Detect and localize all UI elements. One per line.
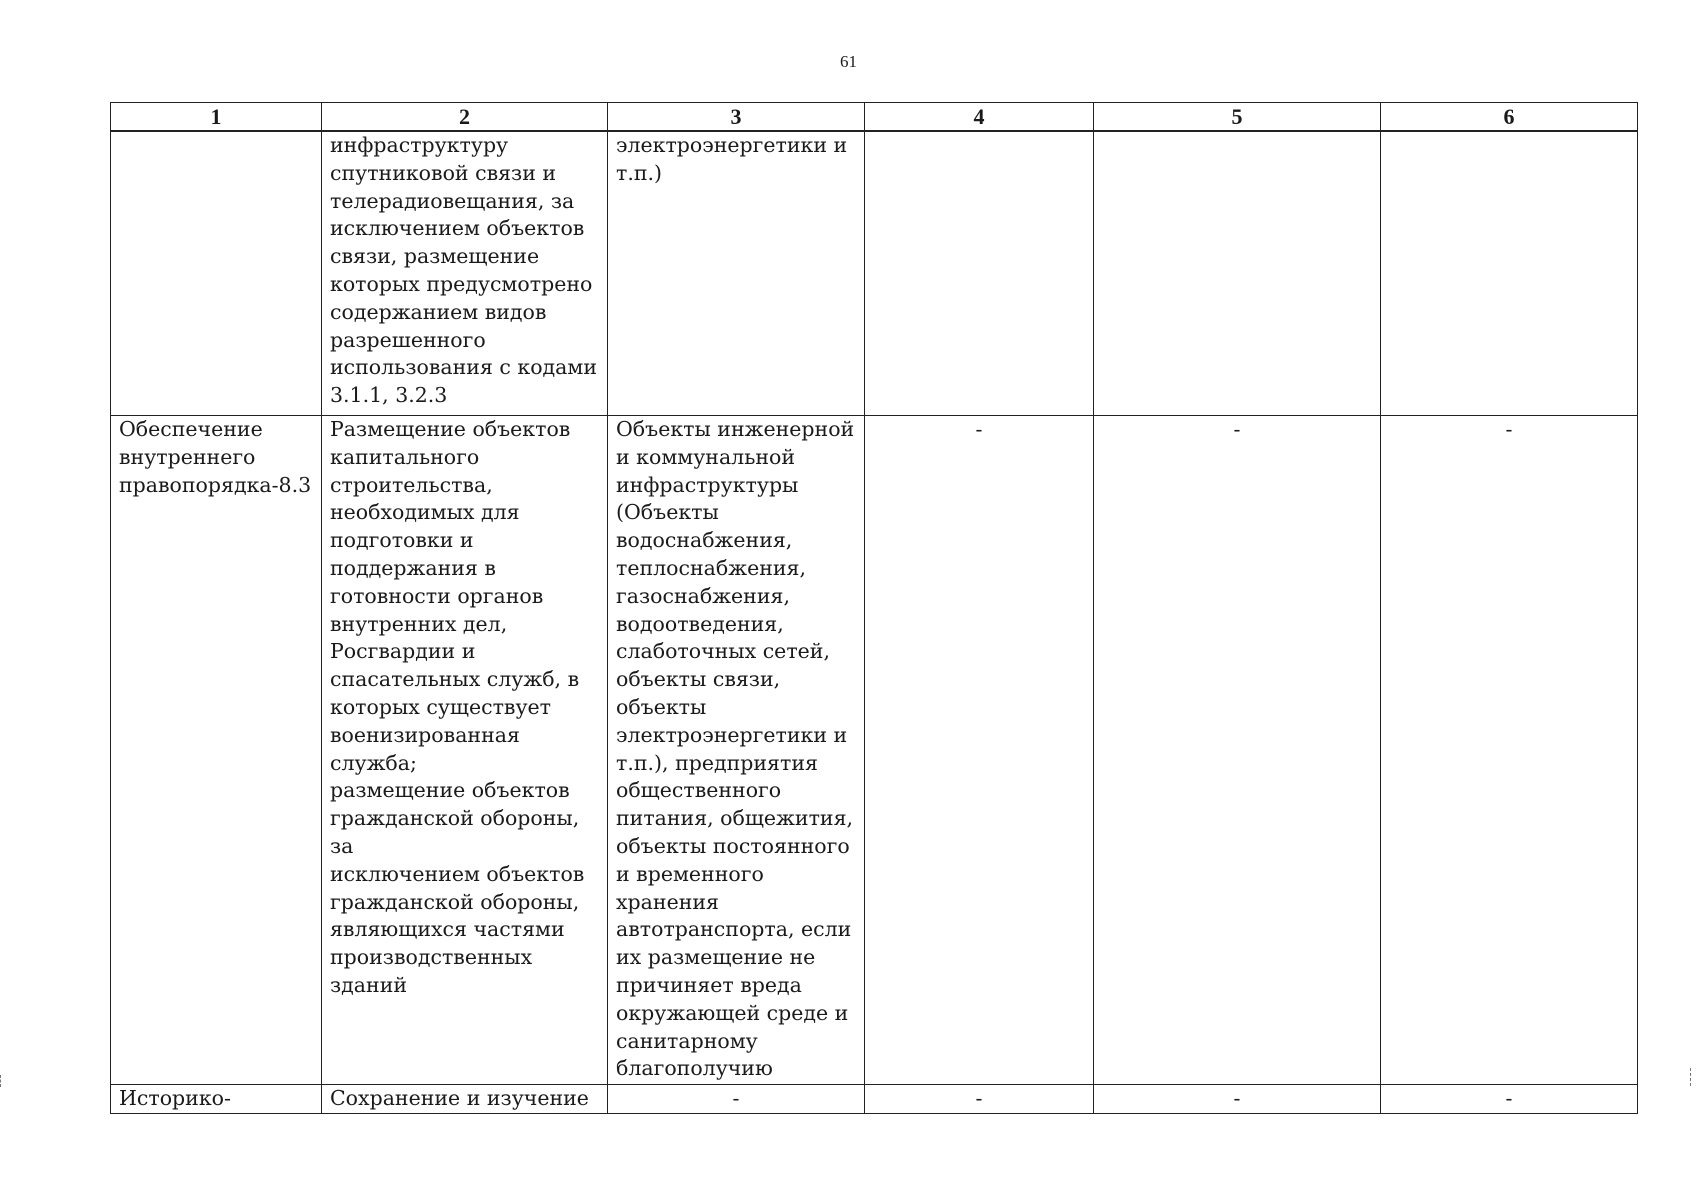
- cell-text: -: [1505, 1086, 1513, 1110]
- cell-text: Объекты инженерной и коммунальной инфраструктуры (Объекты водоснабжения, теплоснабжения, газоснабжения, водоотведения, слаботочных сетей, объекты связи, объекты электроэнергетики и т.п.), предприятия общественного питания, общежития, объекты постоянного и временного хранения автотранспорта, если их размещение не причиняет вреда окружающей среде и санитарному благополучию: [616, 417, 855, 1081]
- table-cell: [1094, 1085, 1381, 1114]
- table-row: [111, 416, 1638, 1085]
- cell-text: Обеспечение внутреннего правопорядка-8.3: [119, 417, 312, 497]
- column-header-1: 1: [111, 103, 322, 132]
- scan-edge-mark-left: [0, 1075, 4, 1087]
- table-cell: [1381, 131, 1638, 416]
- table-cell: [111, 416, 322, 1085]
- column-header-4: 4: [865, 103, 1094, 132]
- cell-text: -: [975, 1086, 983, 1110]
- table-cell: [865, 1085, 1094, 1114]
- cell-text: -: [1233, 1086, 1241, 1110]
- cell-text: -: [732, 1086, 740, 1110]
- cell-text: Размещение объектов капитального строительства, необходимых для подготовки и поддержания в готовности органов внутренних дел, Росгвардии и спасательных служб, в которых существует военизированная служба; размещение объектов гражданской обороны, за исключением объектов гражданской обороны, являющихся частями производственных зданий: [330, 417, 585, 997]
- table-cell: [865, 416, 1094, 1085]
- table-header-row: [111, 103, 1638, 132]
- table-cell: [1094, 416, 1381, 1085]
- table-cell: [608, 416, 865, 1085]
- table-cell: [865, 131, 1094, 416]
- cell-text: электроэнергетики и т.п.): [616, 133, 848, 185]
- cell-text: -: [1233, 417, 1241, 441]
- table-cell: [1381, 1085, 1638, 1114]
- scan-edge-mark-right: [1690, 1068, 1695, 1086]
- column-header-6: 6: [1381, 103, 1638, 132]
- column-header-5: 5: [1094, 103, 1381, 132]
- cell-text: Историко-: [119, 1086, 231, 1110]
- table-row: [111, 1085, 1638, 1114]
- table-cell: [322, 416, 608, 1085]
- table-cell: [608, 131, 865, 416]
- table-cell: [322, 131, 608, 416]
- cell-text: -: [1505, 417, 1513, 441]
- table-cell: [111, 131, 322, 416]
- cell-text: Сохранение и изучение: [330, 1086, 589, 1110]
- table-cell: [111, 1085, 322, 1114]
- column-header-2: 2: [322, 103, 608, 132]
- cell-text: -: [975, 417, 983, 441]
- column-header-3: 3: [608, 103, 865, 132]
- table-cell: [1094, 131, 1381, 416]
- table-cell: [322, 1085, 608, 1114]
- table-cell: [1381, 416, 1638, 1085]
- cell-text: инфраструктуру спутниковой связи и телерадиовещания, за исключением объектов связи, размещение которых предусмотрено содержанием видов разрешенного использования с кодами 3.1.1, 3.2.3: [330, 133, 598, 408]
- table-cell: [608, 1085, 865, 1114]
- table-row: [111, 131, 1638, 416]
- page-number: 61: [840, 52, 857, 71]
- zoning-table: [110, 102, 1638, 1114]
